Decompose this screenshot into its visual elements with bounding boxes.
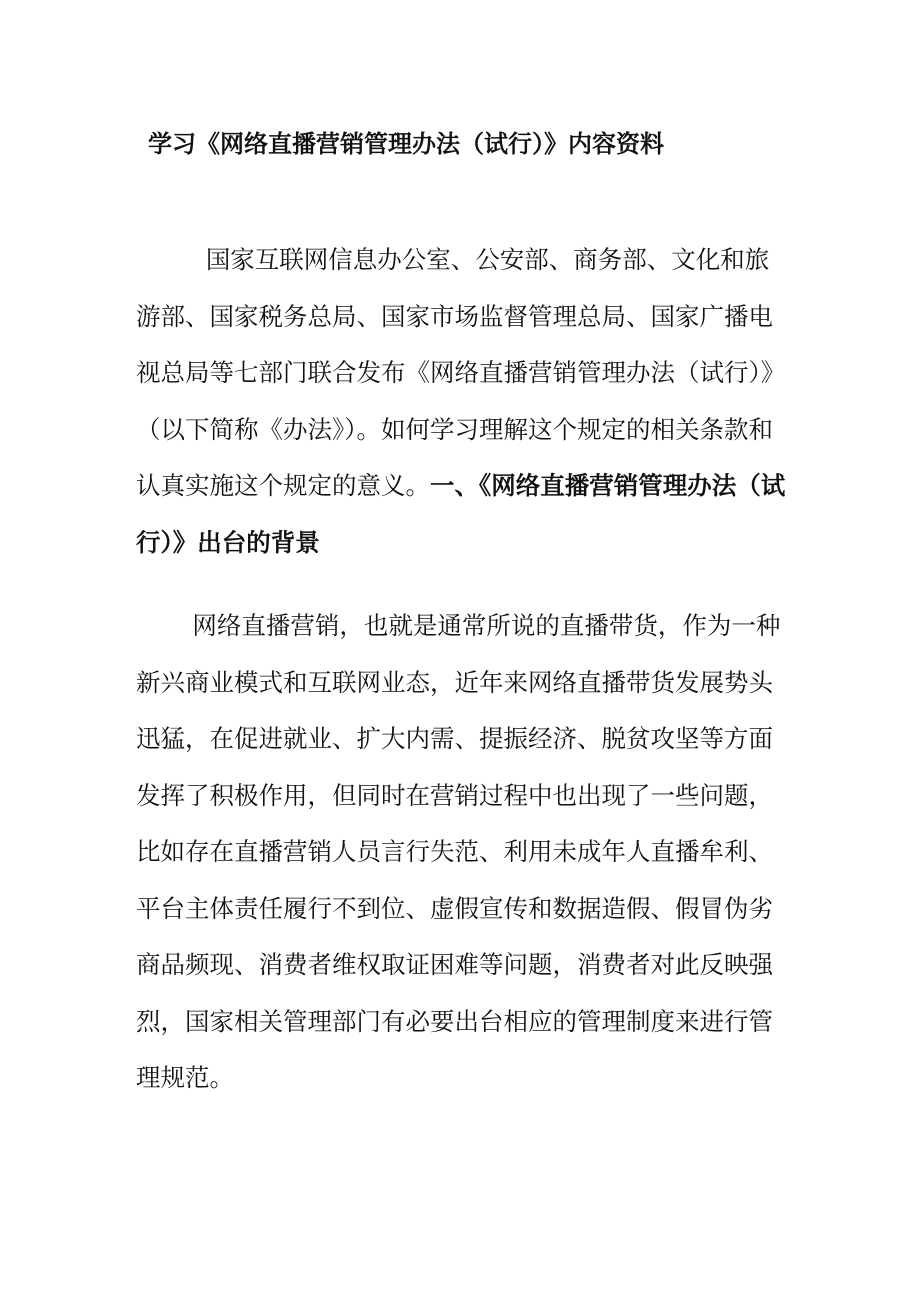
paragraph-background: 网络直播营销，也就是通常所说的直播带货，作为一种新兴商业模式和互联网业态，近年来网络直播带货发展势头迅猛，在促进就业、扩大内需、提振经济、脱贫攻坚等方面发挥了积极作用，但同时在营销过程中也出现了一些问题，比如存在直播营销人员言行失范、利用未成年人直播牟利、平台主体责任履行不到位、虚假宣传和数据造假、假冒伪劣商品频现、消费者维权取证困难等问题，消费者对此反映强烈，国家相关管理部门有必要出台相应的管理制度来进行管理规范。 — [136, 611, 781, 1092]
document-title: 学习《网络直播营销管理办法（试行）》内容资料 — [148, 129, 664, 158]
section-heading-background: 一、《网络直播营销管理办法（试行）》出台的背景 — [136, 471, 786, 557]
paragraph-intro — [136, 232, 786, 571]
paragraph-intro-text: 国家互联网信息办公室、公安部、商务部、文化和旅游部、国家税务总局、国家市场监督管理总局、国家广播电视总局等七部门联合发布《网络直播营销管理办法（试行）》（以下简称《办法》）。如何学习理解这个规定的相关条款和认真实施这个规定的意义。 — [136, 245, 786, 500]
